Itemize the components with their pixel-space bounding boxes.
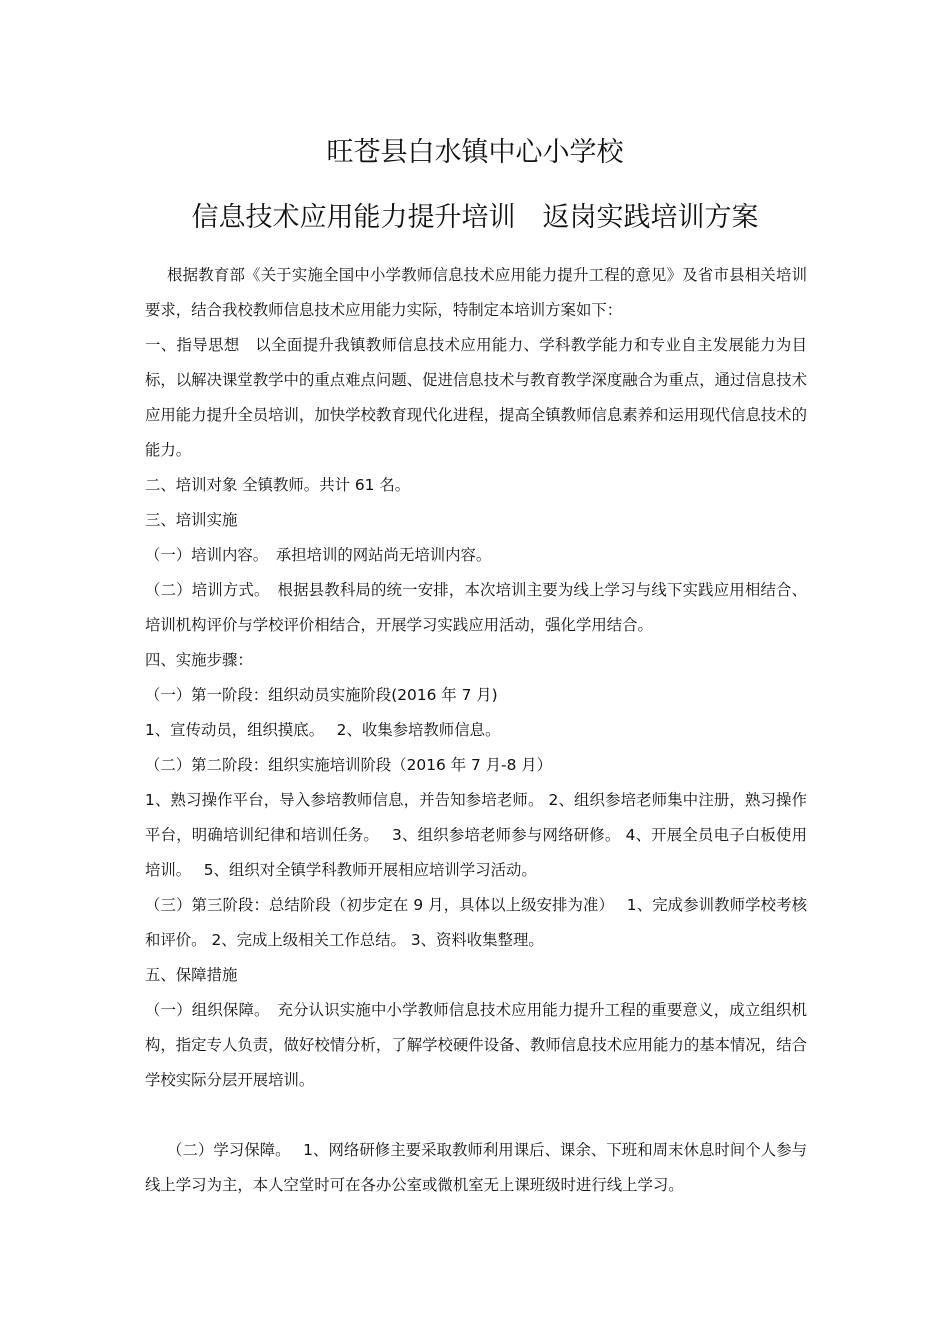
- section-safeguards: 五、保障措施: [145, 966, 238, 984]
- paragraph-gap: [145, 1098, 807, 1133]
- document-subtitle: 信息技术应用能力提升培训 返岗实践培训方案: [191, 202, 759, 233]
- section-implementation-steps: 四、实施步骤：: [145, 651, 253, 669]
- phase-one-heading: （一）第一阶段：组织动员实施阶段(2016 年 7 月): [145, 686, 498, 704]
- document-body: [145, 258, 807, 1203]
- section-training-targets: 二、培训对象 全镇教师。共计 61 名。: [145, 476, 411, 494]
- phase-one-items: 1、宣传动员，组织摸底。 2、收集参培教师信息。: [145, 721, 501, 739]
- training-method: （二）培训方式。 根据县教科局的统一安排，本次培训主要为线上学习与线下实践应用相结合、培训机构评价与学校评价相结合，开展学习实践应用活动，强化学用结合。: [145, 581, 807, 634]
- section-training-implementation: 三、培训实施: [145, 511, 238, 529]
- organization-safeguard: （一）组织保障。 充分认识实施中小学教师信息技术应用能力提升工程的重要意义，成立组织机构，指定专人负责，做好校情分析，了解学校硬件设备、教师信息技术应用能力的基本情况，结合学校实际分层开展培训。: [145, 1001, 807, 1089]
- intro-paragraph: 根据教育部《关于实施全国中小学教师信息技术应用能力提升工程的意见》及省市县相关培训要求，结合我校教师信息技术应用能力实际，特制定本培训方案如下：: [145, 266, 807, 319]
- section-guiding-ideology: 一、指导思想 以全面提升我镇教师信息技术应用能力、学科教学能力和专业自主发展能力为目标，以解决课堂教学中的重点难点问题、促进信息技术与教育教学深度融合为重点，通过信息技术应用能力提升全员培训，加快学校教育现代化进程，提高全镇教师信息素养和运用现代信息技术的能力。: [145, 336, 807, 459]
- phase-two-heading: （二）第二阶段：组织实施培训阶段（2016 年 7 月-8 月）: [145, 756, 553, 774]
- document-title: 旺苍县白水镇中心小学校: [326, 137, 624, 168]
- phase-three: （三）第三阶段：总结阶段（初步定在 9 月，具体以上级安排为准） 1、完成参训教师学校考核和评价。 2、完成上级相关工作总结。 3、资料收集整理。: [145, 896, 807, 949]
- phase-two-items: 1、熟习操作平台，导入参培教师信息，并告知参培老师。 2、组织参培老师集中注册，熟习操作平台，明确培训纪律和培训任务。 3、组织参培老师参与网络研修。 4、开展全员电子白板使用培训。 5、组织对全镇学科教师开展相应培训学习活动。: [145, 791, 807, 879]
- learning-safeguard: （二）学习保障。 1、网络研修主要采取教师利用课后、课余、下班和周末休息时间个人参与线上学习为主，本人空堂时可在各办公室或微机室无上课班级时进行线上学习。: [145, 1141, 807, 1194]
- training-content: （一）培训内容。 承担培训的网站尚无培训内容。: [145, 546, 492, 564]
